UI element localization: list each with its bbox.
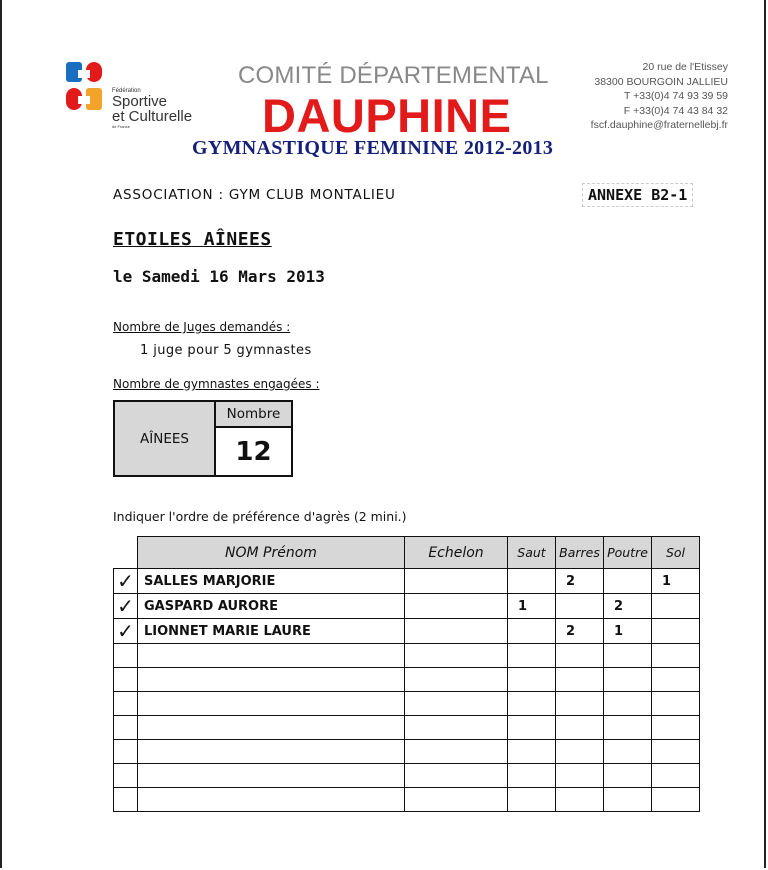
logo-line3: et Culturelle — [112, 108, 193, 125]
cell-echelon[interactable] — [405, 692, 508, 716]
cell-saut[interactable] — [508, 692, 556, 716]
event-title: ETOILES AÎNEES — [113, 229, 272, 250]
cell-name[interactable] — [138, 740, 405, 764]
cell-sol[interactable] — [652, 619, 700, 644]
cell-barres[interactable] — [556, 668, 604, 692]
gymnast-table — [113, 536, 700, 812]
cell-saut[interactable] — [508, 569, 556, 594]
cell-barres[interactable] — [556, 692, 604, 716]
cell-echelon[interactable] — [405, 788, 508, 812]
row-check-mark[interactable] — [114, 692, 138, 716]
cell-poutre[interactable] — [604, 692, 652, 716]
cell-name[interactable]: SALLES MARJORIE — [138, 569, 405, 594]
address-fax: F +33(0)4 74 43 84 32 — [623, 104, 728, 117]
row-check-mark[interactable] — [114, 764, 138, 788]
header-echelon: Echelon — [405, 537, 508, 569]
judges-label: Nombre de Juges demandés : — [113, 320, 291, 334]
association-line: ASSOCIATION : GYM CLUB MONTALIEU — [113, 187, 396, 203]
cell-barres[interactable] — [556, 716, 604, 740]
cell-poutre[interactable] — [604, 644, 652, 668]
cell-saut[interactable] — [508, 740, 556, 764]
cell-poutre[interactable] — [604, 764, 652, 788]
committee-title: COMITÉ DÉPARTEMENTAL — [238, 62, 549, 89]
count-header: Nombre — [216, 402, 291, 428]
fscf-logo — [64, 60, 194, 140]
cell-poutre[interactable] — [604, 716, 652, 740]
count-category: AÎNEES — [115, 402, 216, 475]
table-row — [114, 740, 700, 764]
cell-name[interactable] — [138, 764, 405, 788]
cell-name[interactable] — [138, 692, 405, 716]
table-row — [114, 716, 700, 740]
header-name: NOM Prénom — [138, 537, 405, 569]
cell-name[interactable] — [138, 716, 405, 740]
cell-barres[interactable] — [556, 594, 604, 619]
committee-name: DAUPHINE — [262, 89, 512, 142]
cell-saut[interactable] — [508, 619, 556, 644]
cell-barres[interactable]: 2 — [556, 569, 604, 594]
cell-echelon[interactable] — [405, 764, 508, 788]
instruction-text: Indiquer l'ordre de préférence d'agrès (2 mini.) — [113, 509, 407, 524]
cell-echelon[interactable] — [405, 594, 508, 619]
logo-line1: Fédération — [112, 88, 141, 94]
logo-line4: de France — [112, 124, 131, 129]
annexe-label: ANNEXE B2-1 — [582, 183, 693, 207]
cell-saut[interactable] — [508, 644, 556, 668]
cell-poutre[interactable] — [604, 668, 652, 692]
cell-echelon[interactable] — [405, 644, 508, 668]
gymnast-count-box — [113, 400, 293, 477]
event-date: le Samedi 16 Mars 2013 — [113, 267, 325, 286]
address-street: 20 rue de l'Etissey — [642, 61, 728, 73]
cell-poutre[interactable] — [604, 788, 652, 812]
cell-sol[interactable] — [652, 668, 700, 692]
count-value[interactable]: 12 — [235, 436, 272, 467]
cell-sol[interactable] — [652, 716, 700, 740]
cell-name[interactable]: LIONNET MARIE LAURE — [138, 619, 405, 644]
header-poutre: Poutre — [604, 537, 652, 569]
cell-saut[interactable]: 1 — [508, 594, 556, 619]
address-block — [591, 60, 728, 133]
cell-echelon[interactable] — [405, 619, 508, 644]
cell-saut[interactable] — [508, 764, 556, 788]
cell-echelon[interactable] — [405, 716, 508, 740]
cell-echelon[interactable] — [405, 740, 508, 764]
address-phone: T +33(0)4 74 93 39 59 — [623, 90, 728, 102]
cell-barres[interactable] — [556, 644, 604, 668]
cell-name[interactable] — [138, 788, 405, 812]
table-row — [114, 764, 700, 788]
address-city: 38300 BOURGOIN JALLIEU — [594, 75, 728, 88]
table-row — [114, 668, 700, 692]
cell-poutre[interactable]: 2 — [604, 594, 652, 619]
row-check-mark[interactable] — [114, 716, 138, 740]
cell-saut[interactable] — [508, 668, 556, 692]
table-row — [114, 788, 700, 812]
cell-saut[interactable] — [508, 716, 556, 740]
cell-sol[interactable] — [652, 644, 700, 668]
cell-barres[interactable] — [556, 740, 604, 764]
row-check-mark[interactable] — [114, 668, 138, 692]
address-email: fscf.dauphine@fraternellebj.fr — [590, 119, 728, 131]
cell-barres[interactable]: 2 — [556, 619, 604, 644]
cell-sol[interactable] — [652, 740, 700, 764]
header-sol: Sol — [652, 537, 700, 569]
cell-poutre[interactable]: 1 — [604, 619, 652, 644]
table-row — [114, 644, 700, 668]
cell-barres[interactable] — [556, 764, 604, 788]
header-check-col — [114, 537, 138, 569]
table-row — [114, 619, 700, 644]
row-check-mark[interactable] — [114, 740, 138, 764]
logo-text — [112, 88, 192, 129]
row-check-mark[interactable] — [114, 644, 138, 668]
table-body — [114, 569, 700, 812]
cell-name[interactable]: GASPARD AURORE — [138, 594, 405, 619]
cell-name[interactable] — [138, 644, 405, 668]
header-saut: Saut — [508, 537, 556, 569]
cell-sol[interactable]: 1 — [652, 569, 700, 594]
table-row — [114, 569, 700, 594]
fscf-logo-mark — [64, 60, 112, 140]
cell-sol[interactable] — [652, 692, 700, 716]
cell-poutre[interactable] — [604, 740, 652, 764]
header-barres: Barres — [556, 537, 604, 569]
table-row — [114, 692, 700, 716]
judges-value: 1 juge pour 5 gymnastes — [140, 343, 312, 358]
cell-saut[interactable] — [508, 788, 556, 812]
cell-barres[interactable] — [556, 788, 604, 812]
gymnasts-label: Nombre de gymnastes engagées : — [113, 377, 320, 391]
cell-echelon[interactable] — [405, 668, 508, 692]
season-title: GYMNASTIQUE FEMININE 2012-2013 — [192, 137, 554, 159]
logo-line2: Sportive — [112, 93, 168, 110]
cell-poutre[interactable] — [604, 569, 652, 594]
table-row — [114, 594, 700, 619]
cell-name[interactable] — [138, 668, 405, 692]
row-check-mark[interactable] — [114, 788, 138, 812]
cell-sol[interactable] — [652, 788, 700, 812]
cell-sol[interactable] — [652, 594, 700, 619]
table-header-row — [114, 537, 700, 569]
row-check-mark[interactable]: ✓ — [114, 594, 138, 619]
cell-sol[interactable] — [652, 764, 700, 788]
cell-echelon[interactable] — [405, 569, 508, 594]
row-check-mark[interactable]: ✓ — [114, 619, 138, 644]
row-check-mark[interactable]: ✓ — [114, 569, 138, 594]
